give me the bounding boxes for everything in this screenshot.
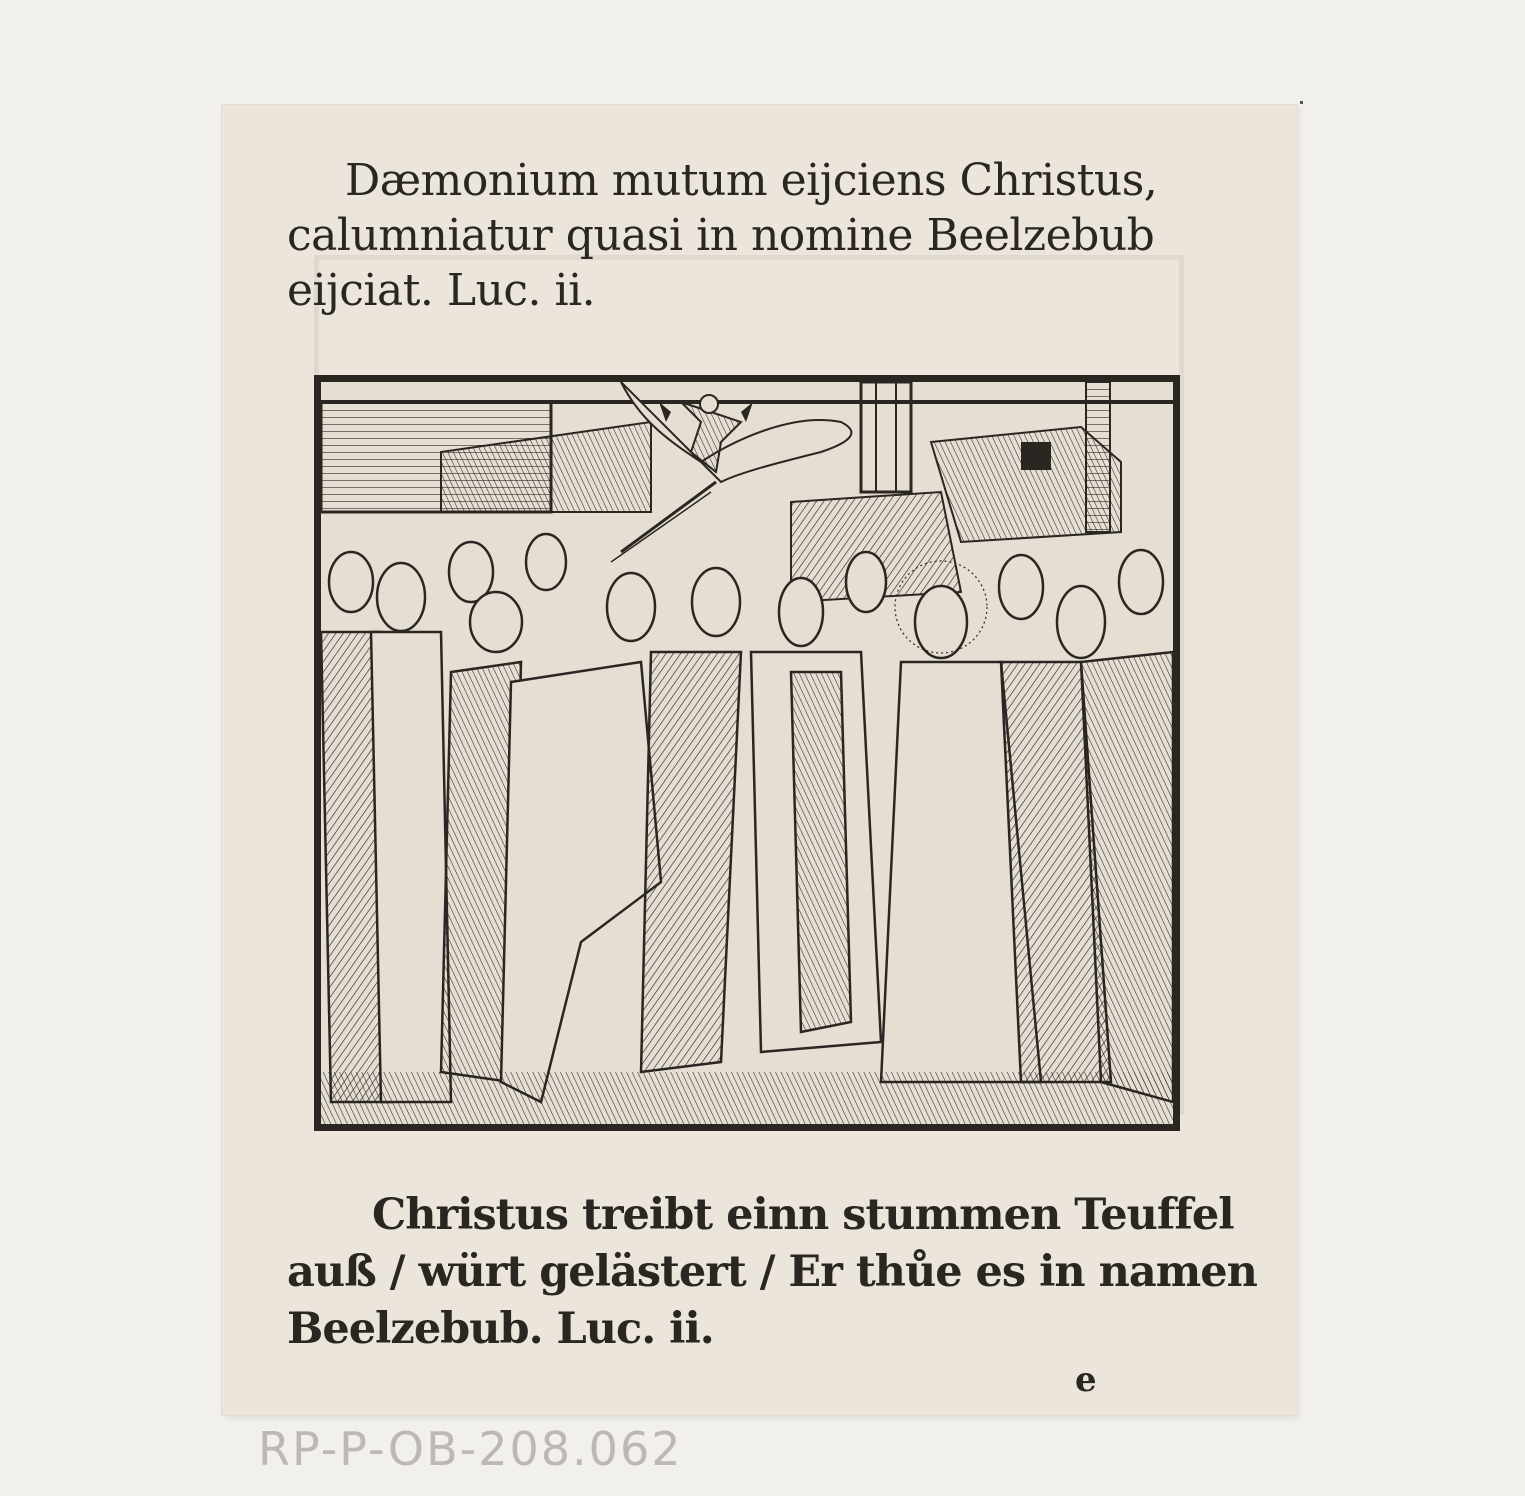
figures	[321, 632, 1173, 1102]
mount-corner-mark	[1300, 101, 1303, 104]
crowd	[329, 534, 1163, 658]
german-caption-line-3: Beelzebub. Luc. ii.	[287, 1304, 714, 1354]
german-caption-line-1: Christus treibt einn stummen Teuffel	[372, 1190, 1234, 1240]
ground-hatching	[321, 1072, 1173, 1124]
latin-caption-line-2: calumniatur quasi in nomine Beelzebub	[287, 210, 1155, 261]
latin-caption-line-3: eijciat. Luc. ii.	[287, 265, 596, 316]
inventory-number: RP-P-OB-208.062	[258, 1422, 683, 1476]
woodcut-scene	[321, 382, 1173, 1124]
signature-mark: e	[1075, 1360, 1097, 1400]
print-sheet	[222, 105, 1297, 1415]
latin-caption-line-1: Dæmonium mutum eijciens Christus,	[345, 155, 1158, 206]
woodcut-illustration	[314, 375, 1180, 1131]
german-caption-line-2: auß / würt gelästert / Er thůe es in namen	[287, 1247, 1257, 1297]
